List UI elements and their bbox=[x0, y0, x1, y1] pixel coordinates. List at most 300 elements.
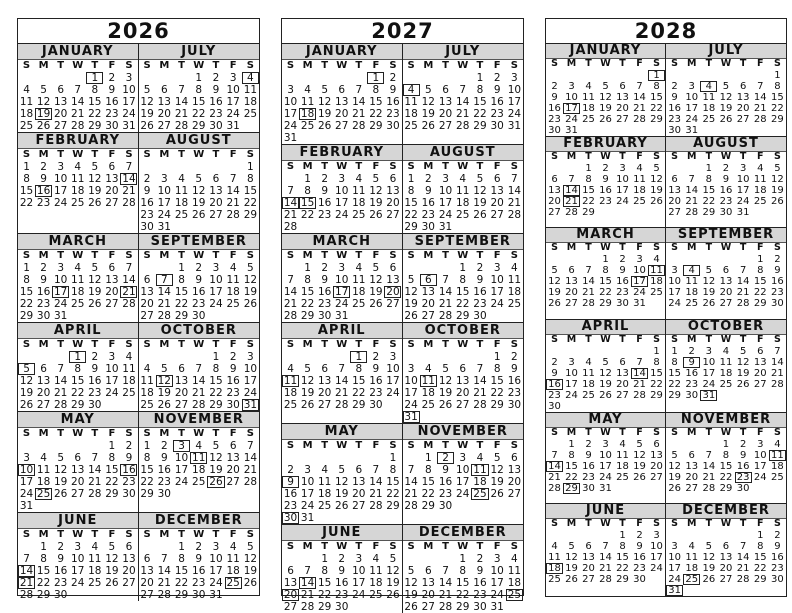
weekday-letter: M bbox=[686, 517, 697, 529]
day-cell: 21 bbox=[507, 197, 522, 209]
day-cell: 23 bbox=[421, 209, 435, 221]
empty-day-cell bbox=[717, 70, 734, 81]
day-cell: 18 bbox=[174, 197, 189, 209]
day-cell: 19 bbox=[19, 387, 34, 399]
day-cell: 16 bbox=[616, 276, 629, 288]
day-cell: 15 bbox=[317, 577, 332, 589]
day-cell: 23 bbox=[105, 108, 119, 120]
day-cell: 4 bbox=[511, 262, 518, 274]
weekday-letter: S bbox=[22, 149, 31, 160]
empty-day-cell bbox=[700, 70, 717, 81]
day-cell: 5 bbox=[321, 84, 329, 96]
day-cell: 9 bbox=[321, 185, 329, 197]
weekday-header bbox=[666, 152, 786, 163]
weekday-letter: T bbox=[585, 151, 592, 162]
day-cell: 20 bbox=[105, 185, 119, 197]
day-cell: 18 bbox=[753, 185, 767, 196]
weekday-letter: S bbox=[653, 333, 660, 345]
day-cell: 14 bbox=[771, 356, 784, 368]
month-name: AUGUST bbox=[403, 145, 524, 161]
month-block bbox=[666, 137, 786, 227]
day-cell: 7 bbox=[459, 84, 467, 96]
day-cell: 1 bbox=[108, 440, 116, 452]
weekday-letter: S bbox=[773, 426, 781, 438]
day-cell: 10 bbox=[404, 375, 418, 387]
empty-day-cell bbox=[18, 72, 35, 84]
day-cell: 12 bbox=[404, 286, 418, 298]
empty-day-cell bbox=[282, 262, 299, 274]
day-cell: 17 bbox=[685, 103, 699, 114]
weekday-letter: M bbox=[302, 541, 313, 552]
day-cell: 27 bbox=[317, 399, 332, 411]
day-cell: 15 bbox=[174, 565, 189, 577]
empty-day-cell bbox=[437, 553, 454, 565]
day-cell: 1 bbox=[212, 351, 220, 363]
day-cell: 13 bbox=[719, 551, 733, 563]
day-grid bbox=[18, 262, 138, 322]
day-cell: 18 bbox=[685, 287, 699, 299]
weekday-letter: F bbox=[108, 428, 116, 439]
day-cell: 24 bbox=[668, 573, 681, 585]
day-cell: 16 bbox=[317, 197, 332, 209]
day-cell: 23 bbox=[88, 387, 102, 399]
day-cell: 21 bbox=[352, 108, 366, 120]
day-cell: 12 bbox=[317, 96, 332, 108]
empty-day-cell bbox=[139, 262, 156, 274]
day-cell: 12 bbox=[19, 375, 34, 387]
day-cell: 18 bbox=[582, 378, 595, 390]
day-cell: 7 bbox=[372, 464, 380, 476]
weekday-letter: T bbox=[321, 250, 329, 261]
day-cell: 10 bbox=[650, 540, 663, 552]
day-cell: 11 bbox=[71, 173, 85, 185]
day-cell: 8 bbox=[493, 363, 501, 375]
day-cell: 24 bbox=[702, 378, 716, 390]
day-cell: 29 bbox=[36, 589, 51, 601]
weekday-letter: T bbox=[476, 541, 484, 552]
day-cell: 21 bbox=[226, 197, 240, 209]
day-cell: 27 bbox=[616, 389, 629, 401]
day-cell: 27 bbox=[352, 500, 366, 512]
day-cell: 17 bbox=[53, 185, 68, 197]
day-cell: 10 bbox=[736, 174, 750, 185]
day-cell: 7 bbox=[57, 363, 65, 375]
weekday-letter: T bbox=[705, 517, 713, 529]
weekday-letter: M bbox=[38, 149, 49, 160]
day-cell: 30 bbox=[226, 399, 240, 411]
day-cell: 3 bbox=[602, 438, 609, 450]
empty-day-cell bbox=[454, 351, 471, 363]
holiday-day-cell: 31 bbox=[243, 399, 258, 411]
month-name: NOVEMBER bbox=[666, 413, 786, 428]
day-cell: 8 bbox=[91, 84, 99, 96]
day-cell: 28 bbox=[192, 399, 206, 411]
day-grid bbox=[546, 254, 665, 309]
empty-day-cell bbox=[350, 72, 367, 84]
month-name: MAY bbox=[18, 412, 138, 428]
day-cell: 20 bbox=[438, 108, 453, 120]
weekday-letter: W bbox=[72, 529, 84, 540]
day-cell: 13 bbox=[685, 460, 699, 472]
day-grid bbox=[139, 351, 260, 411]
day-cell: 4 bbox=[40, 452, 47, 464]
day-cell: 18 bbox=[702, 103, 716, 114]
day-cell: 16 bbox=[736, 460, 750, 472]
day-grid bbox=[18, 541, 138, 601]
day-cell: 17 bbox=[209, 565, 223, 577]
empty-day-cell bbox=[403, 553, 420, 565]
month-row bbox=[18, 412, 259, 513]
day-cell: 25 bbox=[192, 476, 206, 488]
day-cell: 12 bbox=[88, 173, 102, 185]
day-grid bbox=[546, 439, 665, 494]
day-cell: 17 bbox=[599, 460, 612, 472]
day-cell: 30 bbox=[335, 601, 349, 613]
empty-day-cell bbox=[52, 351, 69, 363]
holiday-day-cell: 18 bbox=[300, 108, 315, 120]
empty-day-cell bbox=[420, 72, 437, 84]
day-cell: 26 bbox=[490, 488, 504, 500]
day-cell: 2 bbox=[212, 72, 220, 84]
day-cell: 21 bbox=[174, 108, 189, 120]
day-cell: 11 bbox=[507, 565, 522, 577]
empty-day-cell bbox=[563, 254, 580, 265]
day-cell: 14 bbox=[702, 460, 716, 472]
day-cell: 19 bbox=[157, 387, 171, 399]
weekday-letter: T bbox=[91, 428, 99, 439]
day-cell: 4 bbox=[91, 541, 99, 553]
day-cell: 3 bbox=[671, 265, 678, 277]
day-cell: 21 bbox=[736, 287, 750, 299]
month-block bbox=[403, 234, 524, 322]
empty-day-cell bbox=[282, 72, 299, 84]
day-cell: 1 bbox=[178, 541, 185, 553]
weekday-letter: W bbox=[193, 339, 205, 350]
day-cell: 30 bbox=[192, 589, 206, 601]
month-block bbox=[666, 44, 786, 136]
empty-day-cell bbox=[35, 440, 52, 452]
day-cell: 20 bbox=[105, 286, 119, 298]
day-cell: 20 bbox=[490, 197, 504, 209]
month-block bbox=[18, 44, 139, 132]
day-cell: 7 bbox=[338, 363, 346, 375]
weekday-letter: F bbox=[372, 60, 380, 71]
day-cell: 27 bbox=[140, 589, 154, 601]
weekday-header bbox=[139, 428, 260, 440]
weekday-letter: F bbox=[372, 440, 380, 451]
weekday-letter: M bbox=[566, 517, 577, 529]
holiday-day-cell: 16 bbox=[122, 464, 136, 476]
day-cell: 29 bbox=[490, 399, 504, 411]
day-cell: 29 bbox=[300, 310, 315, 322]
weekday-letter: S bbox=[407, 250, 415, 261]
day-cell: 27 bbox=[719, 298, 733, 310]
day-cell: 7 bbox=[442, 565, 449, 577]
day-cell: 11 bbox=[633, 174, 646, 185]
day-cell: 23 bbox=[473, 589, 487, 601]
day-cell: 5 bbox=[212, 440, 220, 452]
day-cell: 13 bbox=[53, 96, 68, 108]
day-cell: 3 bbox=[212, 262, 220, 274]
month-row bbox=[546, 413, 786, 504]
day-cell: 6 bbox=[355, 464, 363, 476]
day-cell: 17 bbox=[226, 96, 240, 108]
day-cell: 7 bbox=[229, 173, 237, 185]
day-cell: 1 bbox=[407, 173, 415, 185]
weekday-letter: F bbox=[757, 242, 764, 254]
day-cell: 27 bbox=[719, 573, 733, 585]
day-cell: 25 bbox=[771, 471, 784, 483]
weekday-letter: M bbox=[566, 242, 577, 254]
day-cell: 1 bbox=[143, 440, 151, 452]
day-cell: 3 bbox=[568, 356, 575, 368]
day-cell: 3 bbox=[671, 540, 678, 552]
day-cell: 1 bbox=[304, 262, 311, 274]
day-cell: 14 bbox=[404, 476, 418, 488]
month-row bbox=[282, 525, 523, 613]
weekday-letter: T bbox=[739, 58, 747, 69]
day-cell: 16 bbox=[283, 488, 298, 500]
month-name: MAY bbox=[546, 413, 665, 428]
day-cell: 15 bbox=[140, 464, 154, 476]
day-cell: 1 bbox=[568, 438, 575, 450]
weekday-letter: T bbox=[355, 161, 363, 172]
day-cell: 15 bbox=[456, 577, 470, 589]
day-cell: 20 bbox=[174, 387, 189, 399]
day-cell: 4 bbox=[476, 452, 484, 464]
day-cell: 26 bbox=[19, 399, 34, 411]
day-cell: 1 bbox=[23, 262, 30, 274]
day-cell: 27 bbox=[421, 601, 435, 613]
day-cell: 9 bbox=[476, 274, 484, 286]
day-cell: 20 bbox=[157, 108, 171, 120]
empty-day-cell bbox=[282, 351, 299, 363]
day-cell: 9 bbox=[493, 84, 501, 96]
day-cell: 4 bbox=[636, 163, 643, 174]
day-cell: 17 bbox=[507, 96, 522, 108]
weekday-letter: S bbox=[671, 426, 678, 438]
empty-day-cell bbox=[403, 452, 420, 464]
day-cell: 20 bbox=[140, 298, 154, 310]
weekday-header bbox=[18, 529, 138, 541]
day-cell: 10 bbox=[105, 363, 119, 375]
day-cell: 31 bbox=[283, 132, 298, 144]
day-cell: 19 bbox=[243, 286, 258, 298]
weekday-letter: T bbox=[321, 440, 329, 451]
day-cell: 21 bbox=[438, 589, 453, 601]
day-cell: 10 bbox=[507, 84, 522, 96]
holiday-day-cell: 11 bbox=[421, 375, 435, 387]
day-cell: 2 bbox=[160, 440, 168, 452]
day-cell: 23 bbox=[386, 108, 400, 120]
day-cell: 29 bbox=[88, 120, 102, 132]
day-cell: 17 bbox=[490, 286, 504, 298]
day-cell: 11 bbox=[88, 553, 102, 565]
weekday-letter: W bbox=[600, 517, 611, 529]
empty-day-cell bbox=[282, 173, 299, 185]
day-cell: 6 bbox=[143, 274, 151, 286]
day-cell: 21 bbox=[335, 387, 349, 399]
weekday-letter: F bbox=[229, 529, 237, 540]
day-cell: 6 bbox=[424, 565, 432, 577]
day-cell: 11 bbox=[548, 551, 561, 563]
day-cell: 28 bbox=[122, 197, 136, 209]
weekday-letter: F bbox=[229, 149, 237, 160]
empty-day-cell bbox=[563, 163, 580, 174]
day-cell: 3 bbox=[23, 452, 30, 464]
month-block bbox=[18, 323, 139, 411]
day-cell: 19 bbox=[300, 387, 315, 399]
day-cell: 20 bbox=[53, 108, 68, 120]
day-cell: 2 bbox=[338, 553, 346, 565]
day-cell: 2 bbox=[229, 351, 237, 363]
day-cell: 15 bbox=[386, 476, 400, 488]
day-cell: 27 bbox=[157, 120, 171, 132]
day-cell: 12 bbox=[404, 577, 418, 589]
day-cell: 11 bbox=[71, 274, 85, 286]
day-grid bbox=[403, 72, 524, 132]
day-cell: 15 bbox=[753, 276, 767, 288]
day-cell: 10 bbox=[243, 363, 258, 375]
holiday-day-cell: 1 bbox=[367, 72, 384, 84]
day-cell: 1 bbox=[424, 452, 432, 464]
day-cell: 22 bbox=[352, 387, 366, 399]
empty-day-cell bbox=[403, 351, 420, 363]
day-cell: 21 bbox=[473, 387, 487, 399]
day-cell: 30 bbox=[490, 120, 504, 132]
weekday-letter: F bbox=[757, 151, 764, 162]
day-cell: 16 bbox=[507, 375, 522, 387]
empty-day-cell bbox=[666, 530, 683, 541]
weekday-letter: M bbox=[686, 242, 697, 254]
day-cell: 13 bbox=[105, 274, 119, 286]
day-cell: 15 bbox=[456, 286, 470, 298]
holiday-day-cell: 20 bbox=[386, 286, 400, 298]
empty-day-cell bbox=[316, 452, 333, 464]
month-row bbox=[546, 504, 786, 596]
day-cell: 7 bbox=[23, 553, 30, 565]
day-cell: 15 bbox=[668, 367, 681, 379]
day-cell: 11 bbox=[352, 185, 366, 197]
weekday-letter: S bbox=[510, 161, 518, 172]
day-cell: 7 bbox=[287, 185, 294, 197]
day-cell: 13 bbox=[335, 96, 349, 108]
day-cell: 3 bbox=[705, 345, 713, 357]
month-name: FEBRUARY bbox=[282, 145, 402, 161]
day-cell: 24 bbox=[507, 108, 522, 120]
weekday-header bbox=[546, 59, 665, 70]
day-cell: 8 bbox=[23, 274, 30, 286]
holiday-day-cell: 3 bbox=[173, 440, 190, 452]
day-cell: 5 bbox=[653, 163, 660, 174]
day-cell: 30 bbox=[421, 221, 435, 233]
day-cell: 4 bbox=[74, 161, 82, 173]
day-cell: 1 bbox=[757, 254, 764, 266]
day-cell: 4 bbox=[74, 262, 82, 274]
day-cell: 25 bbox=[71, 298, 85, 310]
day-cell: 2 bbox=[476, 553, 484, 565]
day-cell: 23 bbox=[317, 209, 332, 221]
weekday-letter: M bbox=[38, 250, 49, 261]
day-grid bbox=[282, 452, 402, 524]
weekday-letter: T bbox=[57, 529, 65, 540]
empty-day-cell bbox=[18, 351, 35, 363]
day-cell: 22 bbox=[599, 287, 612, 299]
day-cell: 29 bbox=[456, 601, 470, 613]
weekday-letter: W bbox=[336, 339, 348, 350]
day-cell: 10 bbox=[157, 185, 171, 197]
day-cell: 15 bbox=[88, 96, 102, 108]
empty-day-cell bbox=[735, 70, 752, 81]
day-cell: 30 bbox=[36, 310, 51, 322]
month-name: JULY bbox=[139, 44, 260, 60]
day-cell: 27 bbox=[650, 471, 663, 483]
day-cell: 1 bbox=[178, 262, 185, 274]
day-cell: 26 bbox=[599, 389, 612, 401]
day-cell: 9 bbox=[338, 565, 346, 577]
weekday-letter: M bbox=[159, 250, 170, 261]
month-name: MARCH bbox=[546, 228, 665, 243]
day-cell: 19 bbox=[243, 565, 258, 577]
holiday-day-cell: 23 bbox=[735, 472, 752, 483]
day-cell: 18 bbox=[192, 464, 206, 476]
day-cell: 5 bbox=[476, 173, 484, 185]
day-cell: 28 bbox=[473, 399, 487, 411]
empty-day-cell bbox=[717, 530, 734, 541]
day-cell: 1 bbox=[247, 161, 254, 173]
day-cell: 22 bbox=[753, 287, 767, 299]
empty-day-cell bbox=[52, 440, 69, 452]
month-row bbox=[282, 145, 523, 234]
day-cell: 24 bbox=[157, 209, 171, 221]
holiday-day-cell: 17 bbox=[335, 286, 349, 298]
day-cell: 12 bbox=[490, 464, 504, 476]
empty-day-cell bbox=[471, 351, 488, 363]
day-cell: 15 bbox=[650, 367, 663, 379]
empty-day-cell bbox=[563, 70, 580, 81]
weekday-letter: S bbox=[246, 428, 254, 439]
day-cell: 12 bbox=[650, 174, 663, 185]
day-cell: 24 bbox=[209, 298, 223, 310]
day-cell: 20 bbox=[565, 287, 578, 299]
weekday-letter: T bbox=[355, 250, 363, 261]
day-cell: 23 bbox=[53, 577, 68, 589]
day-cell: 9 bbox=[195, 274, 203, 286]
day-cell: 7 bbox=[739, 265, 747, 277]
day-cell: 18 bbox=[352, 197, 366, 209]
day-cell: 21 bbox=[300, 589, 315, 601]
day-cell: 15 bbox=[105, 464, 119, 476]
empty-day-cell bbox=[420, 553, 437, 565]
weekday-letter: S bbox=[407, 440, 415, 451]
day-cell: 11 bbox=[616, 449, 629, 461]
day-cell: 20 bbox=[386, 197, 400, 209]
day-cell: 2 bbox=[40, 161, 47, 173]
month-block bbox=[18, 133, 139, 233]
day-cell: 14 bbox=[599, 551, 612, 563]
weekday-letter: F bbox=[108, 60, 116, 71]
weekday-letter: T bbox=[585, 426, 592, 438]
day-cell: 20 bbox=[650, 460, 663, 472]
weekday-letter: T bbox=[355, 440, 363, 451]
weekday-letter: S bbox=[286, 161, 295, 172]
weekday-letter: S bbox=[143, 149, 151, 160]
day-cell: 20 bbox=[616, 103, 629, 114]
weekday-header bbox=[282, 60, 402, 72]
day-cell: 3 bbox=[636, 254, 643, 266]
day-cell: 5 bbox=[671, 449, 678, 461]
day-cell: 7 bbox=[705, 449, 713, 461]
